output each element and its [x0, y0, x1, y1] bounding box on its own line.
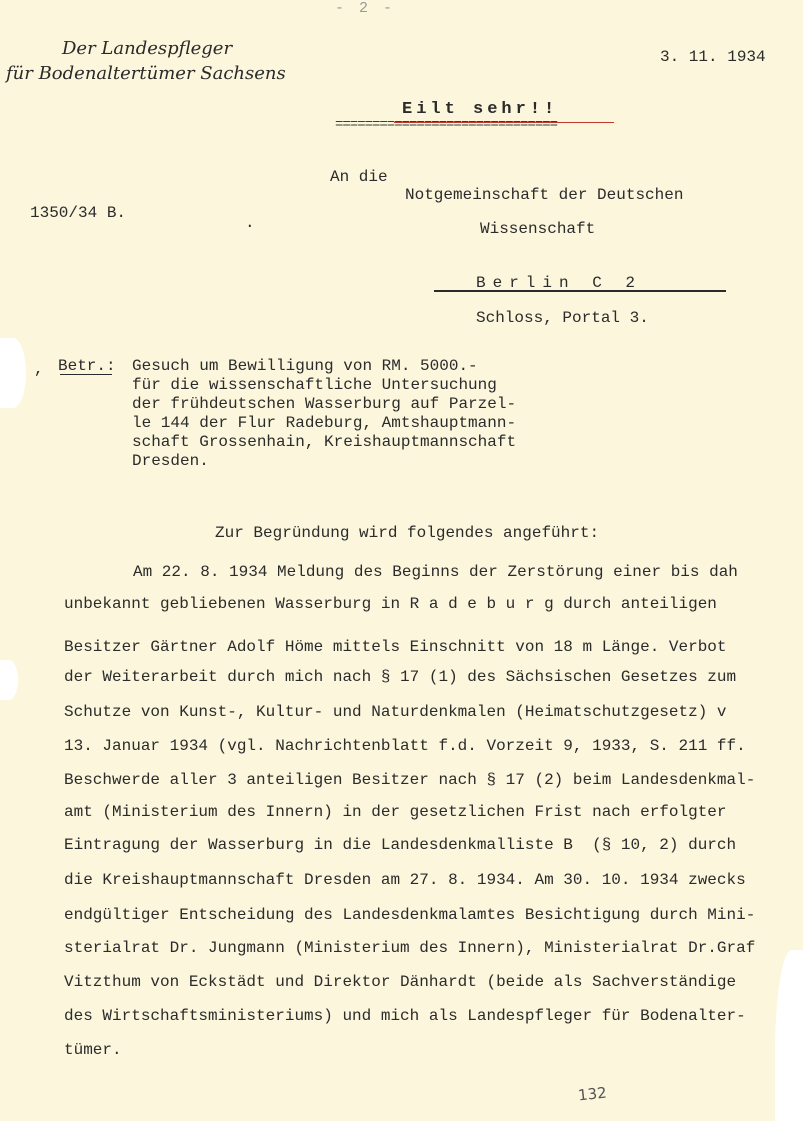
body-line: 13. Januar 1934 (vgl. Nachrichtenblatt f.d. Vorzeit 9, 1933, S. 211 ff.: [64, 737, 746, 755]
body-line: endgültiger Entscheidung des Landesdenkmalamtes Besichtigung durch Mini-: [64, 906, 756, 924]
recipient-street: Schloss, Portal 3.: [476, 309, 649, 327]
page-number: - 2 -: [335, 0, 396, 17]
comma-mark: ,: [34, 360, 44, 378]
recipient-org-line-2: Wissenschaft: [480, 220, 596, 238]
subject-line: le 144 der Flur Radeburg, Amtshauptmann-: [132, 414, 517, 432]
body-line: tümer.: [64, 1041, 122, 1059]
body-line: amt (Ministerium des Innern) in der gesetzlichen Frist nach erfolgter: [64, 803, 727, 821]
subject-line: der frühdeutschen Wasserburg auf Parzel-: [132, 395, 517, 413]
justification-intro: Zur Begründung wird folgendes angeführt:: [215, 524, 600, 542]
recipient-org-line-1: Notgemeinschaft der Deutschen: [405, 186, 684, 204]
letter-date: 3. 11. 1934: [660, 48, 766, 66]
body-line: Eintragung der Wasserburg in die Landesdenkmalliste B (§ 10, 2) durch: [64, 836, 737, 854]
subject-line: Gesuch um Bewilligung von RM. 5000.-: [132, 357, 478, 375]
subject-label: Betr.:: [58, 357, 116, 375]
city-underline: [434, 290, 726, 292]
paper-tear: [0, 338, 26, 408]
paper-tear: [0, 660, 18, 700]
subject-line: schaft Grossenhain, Kreishauptmannschaft: [132, 433, 517, 451]
recipient-to: An die: [330, 168, 388, 186]
file-reference: 1350/34 B.: [30, 204, 127, 222]
letterhead-line-1: Der Landespfleger: [62, 38, 233, 59]
body-line: Vitzthum von Eckstädt und Direktor Dänhardt (beide als Sachverständige: [64, 973, 737, 991]
body-line: sterialrat Dr. Jungmann (Ministerium des Innern), Ministerialrat Dr.Graf: [64, 939, 756, 957]
urgent-heading: Eilt sehr!!: [402, 100, 559, 119]
archive-number: 132: [577, 1083, 608, 1105]
subject-label-underline: [60, 374, 112, 375]
subject-line: Dresden.: [132, 452, 209, 470]
recipient-city: Berlin C 2: [476, 274, 643, 292]
paper-tear: [775, 950, 803, 1121]
subject-line: für die wissenschaftliche Untersuchung: [132, 376, 497, 394]
body-line: unbekannt gebliebenen Wasserburg in R a d e b u r g durch anteiligen: [64, 595, 717, 613]
dot-mark: .: [245, 214, 255, 232]
body-line: Besitzer Gärtner Adolf Höme mittels Einschnitt von 18 m Länge. Verbot: [64, 638, 727, 656]
body-line: der Weiterarbeit durch mich nach § 17 (1) des Sächsischen Gesetzes zum: [64, 668, 737, 686]
body-line: Beschwerde aller 3 anteiligen Besitzer nach § 17 (2) beim Landesdenkmal-: [64, 771, 756, 789]
body-line: des Wirtschaftsministeriums) und mich als Landespfleger für Bodenalter-: [64, 1007, 746, 1025]
body-line: Am 22. 8. 1934 Meldung des Beginns der Zerstörung einer bis dah: [133, 563, 738, 581]
body-line: Schutze von Kunst-, Kultur- und Naturdenkmalen (Heimatschutzgesetz) v: [64, 703, 727, 721]
body-line: die Kreishauptmannschaft Dresden am 27. 8. 1934. Am 30. 10. 1934 zwecks: [64, 871, 746, 889]
urgent-underline: ==============================: [335, 117, 558, 133]
letterhead-line-2: für Bodenaltertümer Sachsens: [6, 63, 286, 84]
